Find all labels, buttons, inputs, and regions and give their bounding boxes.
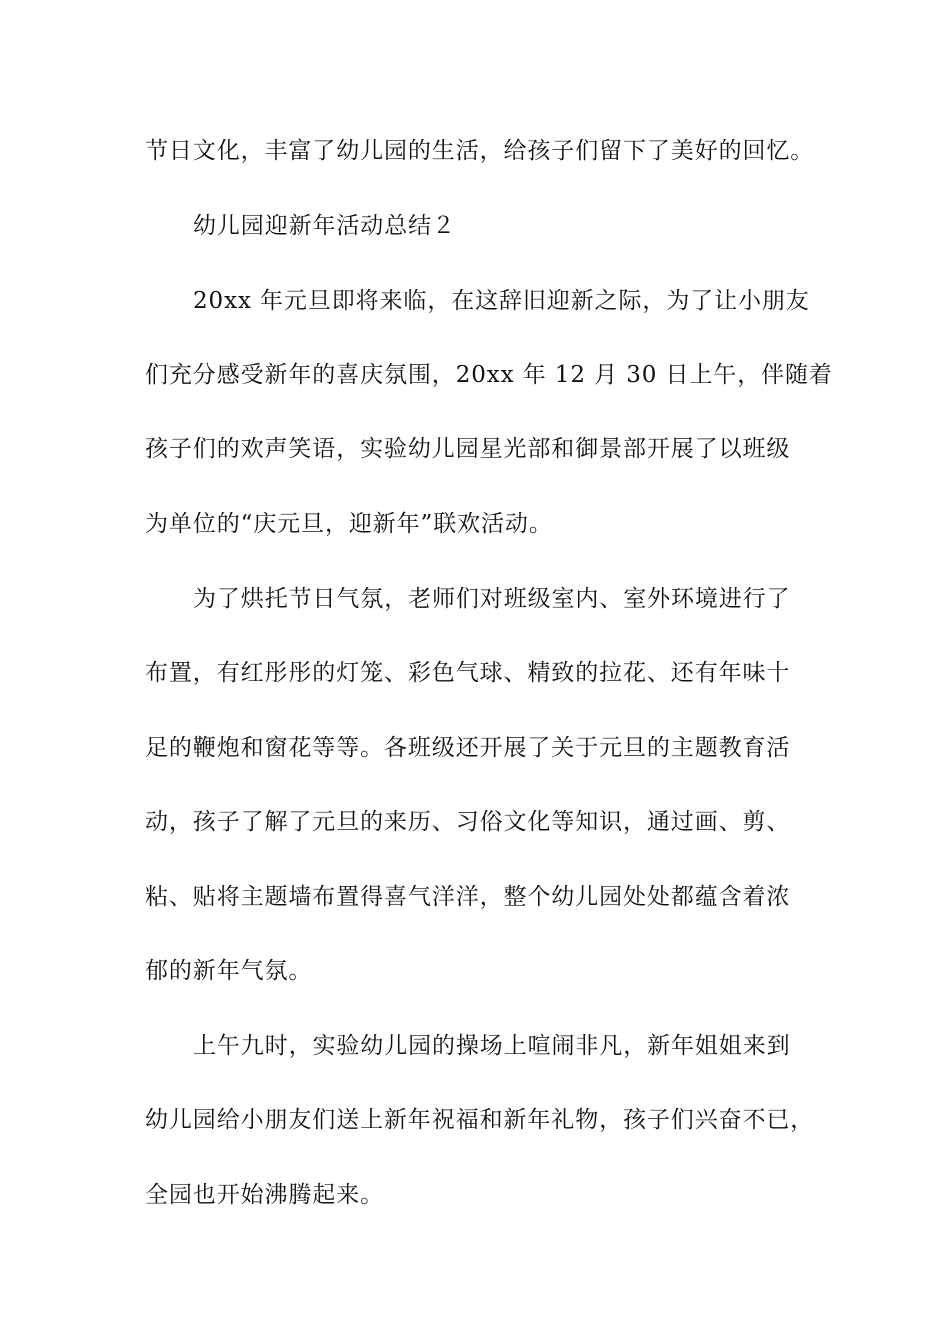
paragraph-line: 动，孩子了解了元旦的来历、习俗文化等知识，通过画、剪、 [145,809,791,835]
paragraph-line: 粘、贴将主题墙布置得喜气洋洋，整个幼儿园处处都蕴含着浓 [145,884,791,910]
paragraph-line: 郁的新年气氛。 [145,958,313,984]
paragraph-line: 全园也开始沸腾起来。 [145,1182,384,1208]
paragraph-line: 上午九时，实验幼儿园的操场上喧闹非凡，新年姐姐来到 [193,1033,791,1059]
paragraph-line: 为了烘托节日气氛，老师们对班级室内、室外环境进行了 [193,586,791,612]
paragraph-line: 20xx 年元旦即将来临，在这辞旧迎新之际，为了让小朋友 [193,288,810,314]
paragraph-line: 足的鞭炮和窗花等等。各班级还开展了关于元旦的主题教育活 [145,735,791,761]
paragraph-line: 幼儿园给小朋友们送上新年祝福和新年礼物，孩子们兴奋不已， [145,1107,815,1133]
paragraph-line: 孩子们的欢声笑语，实验幼儿园星光部和御景部开展了以班级 [145,436,791,462]
section-heading: 幼儿园迎新年活动总结２ [193,213,456,239]
paragraph-line: 布置，有红彤彤的灯笼、彩色气球、精致的拉花、还有年味十 [145,660,791,686]
paragraph-line: 们充分感受新年的喜庆氛围，20xx 年 12 月 30 日上午，伴随着 [145,362,833,388]
paragraph-line: 节日文化，丰富了幼儿园的生活，给孩子们留下了美好的回忆。 [145,138,815,164]
paragraph-line: 为单位的“庆元旦，迎新年”联欢活动。 [145,511,553,537]
